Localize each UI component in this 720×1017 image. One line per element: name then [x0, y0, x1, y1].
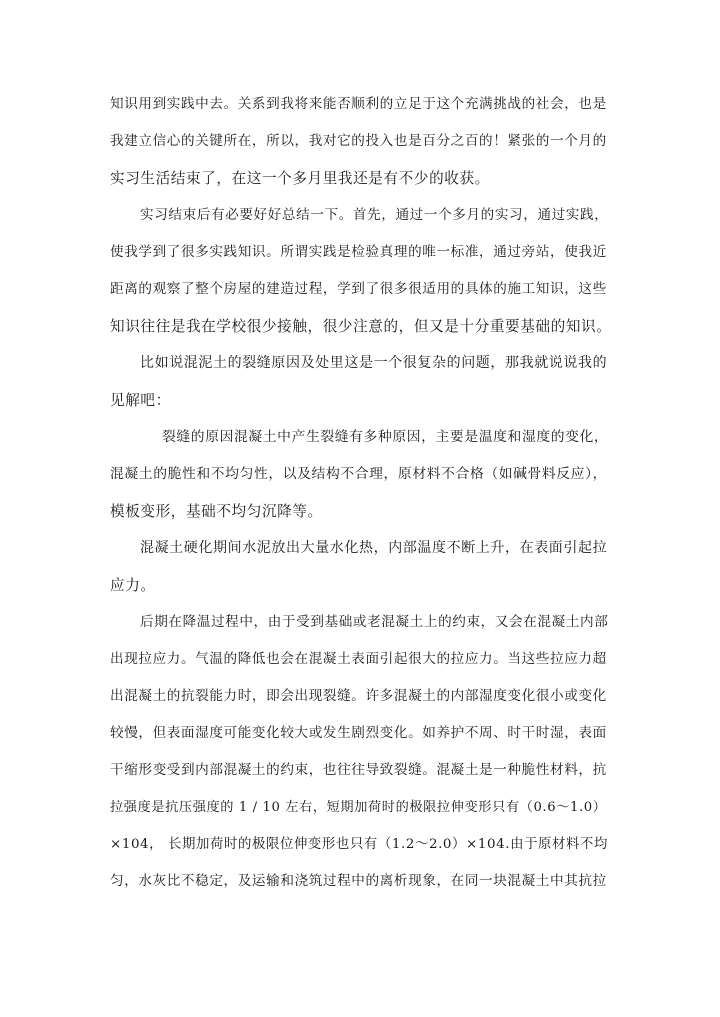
text-line: 后期在降温过程中，由于受到基础或老混凝土上的约束，又会在混凝土内部: [140, 614, 609, 630]
text-line: 混凝土硬化期间水泥放出大量水化热，内部温度不断上升，在表面引起拉: [140, 540, 608, 556]
text-line: 应力。: [110, 577, 156, 594]
text-line: 距离的观察了整个房屋的建造过程，学到了很多很适用的具体的施工知识，这些: [110, 281, 607, 297]
text-line: 较慢，但表面湿度可能变化较大或发生剧烈变化。如养护不周、时干时湿，表面: [110, 725, 607, 741]
text-line: 知识往往是我在学校很少接触，很少注意的，但又是十分重要基础的知识。: [110, 318, 612, 335]
text-line: ×104， 长期加荷时的极限位伸变形也只有（1.2～2.0）×104.由于原材料不均: [110, 837, 609, 852]
text-line: 知识用到实践中去。关系到我将来能否顺利的立足于这个充满挑战的社会，也是: [110, 96, 607, 112]
text-line: 我建立信心的关键所在，所以，我对它的投入也是百分之百的！紧张的一个月的: [110, 133, 607, 149]
text-line: 拉强度是抗压强度的 1 / 10 左右，短期加荷时的极限拉伸变形只有（0.6～1.0）: [110, 800, 607, 815]
text-line: 出混凝土的抗裂能力时，即会出现裂缝。许多混凝土的内部湿度变化很小或变化: [110, 688, 607, 704]
text-line: 使我学到了很多实践知识。所谓实践是检验真理的唯一标准，通过旁站，使我近: [110, 244, 607, 260]
text-line: 出现拉应力。气温的降低也会在混凝土表面引起很大的拉应力。当这些拉应力超: [110, 651, 607, 667]
text-line: 实习结束后有必要好好总结一下。首先，通过一个多月的实习，通过实践，: [140, 207, 609, 223]
text-line: 干缩形变受到内部混凝土的约束，也往往导致裂缝。混凝土是一种脆性材料，抗: [110, 762, 607, 778]
text-line: 裂缝的原因混凝土中产生裂缝有多种原因，主要是温度和湿度的变化，: [162, 429, 609, 445]
text-line: 模板变形，基础不均匀沉降等。: [110, 503, 323, 520]
text-line: 见解吧：: [110, 392, 171, 409]
text-line: 实习生活结束了，在这一个多月里我还是有不少的收获。: [110, 170, 490, 187]
body-text: [110, 86, 612, 900]
text-line: 比如说混泥土的裂缝原因及处里这是一个很复杂的问题，那我就说说我的: [140, 355, 608, 371]
text-line: 匀，水灰比不稳定，及运输和浇筑过程中的离析现象，在同一块混凝土中其抗拉: [110, 873, 607, 889]
text-line: 混凝土的脆性和不均匀性，以及结构不合理，原材料不合格（如碱骨料反应），: [110, 466, 607, 482]
